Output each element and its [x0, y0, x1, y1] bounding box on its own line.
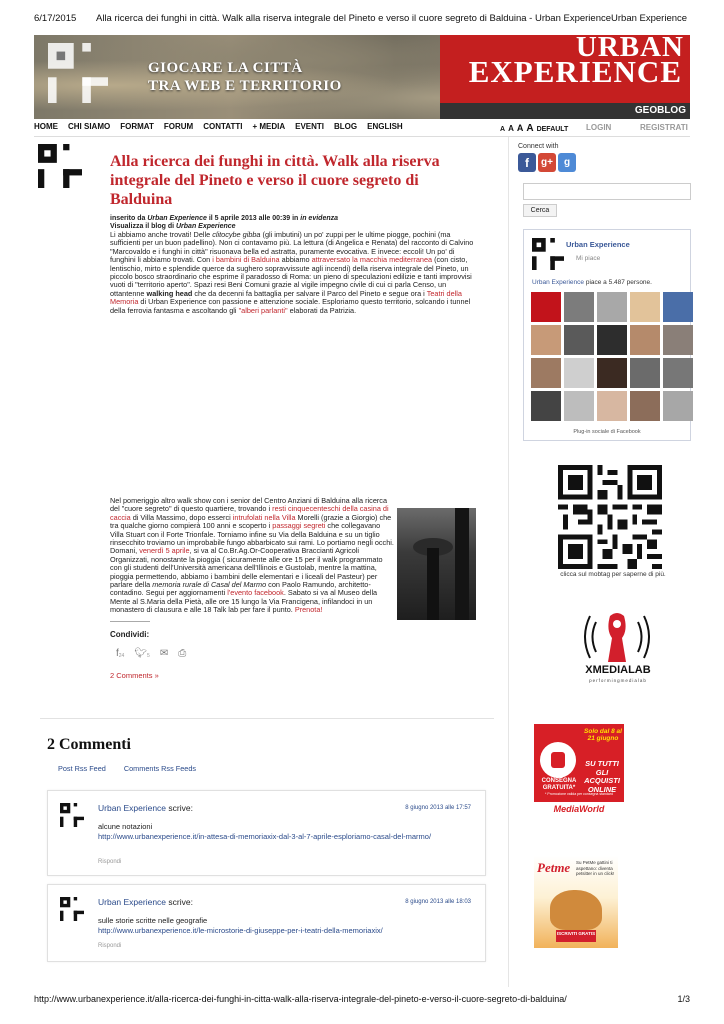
text: Li abbiamo anche trovati! Delle [110, 230, 213, 239]
share-icons [116, 648, 186, 659]
google-connect-icon[interactable]: g [558, 153, 576, 172]
link-venerdi[interactable]: venerdì 5 aprile [139, 546, 190, 556]
text: che collegavano Villa Stuart con il Forte Trionfale. Torniamo infine su Via della Balduina e su un tiglio rinsecchito troviamo un improbabile fungo abbarbicato sui rami. Lo portiamo negli occhi. [110, 521, 394, 548]
commenter-avatar-icon [60, 803, 84, 827]
nav-divider [34, 136, 690, 137]
post-blog-link [110, 223, 490, 230]
meta-date: il 5 aprile 2013 alle 00:39 in [206, 215, 301, 222]
connect-icons [518, 153, 576, 172]
mediaworld-logo: MediaWorld [534, 802, 624, 816]
sidebar-divider [508, 137, 509, 987]
register-link[interactable]: REGISTRATI [640, 123, 688, 132]
fan-avatar[interactable] [531, 292, 561, 322]
post-photo-mushroom [397, 508, 476, 620]
text: che da decenni fa battaglia per salvare il Parco del Pineto e segue ora i [192, 288, 427, 298]
text: Nel pomeriggio altro walk show con i senior del Centro Anziani di Balduina alla ricerca del "cuore segreto" di questo quartiere, trovando i [110, 496, 388, 514]
login-link[interactable]: LOGIN [586, 123, 612, 132]
meta-prefix: inserito da [110, 215, 148, 222]
facebook-share-count: 24 [118, 653, 125, 659]
fan-avatar[interactable] [564, 358, 594, 388]
comment-date[interactable]: 8 giugno 2013 alle 18:03 [405, 899, 471, 905]
facebook-like-box [523, 229, 691, 441]
nav-item-eventi[interactable]: EVENTI [295, 122, 325, 131]
fan-avatar[interactable] [531, 325, 561, 355]
search-button[interactable]: Cerca [523, 204, 557, 217]
font-size-medium[interactable]: A [508, 124, 514, 133]
comment-says: scrive: [166, 897, 193, 907]
fan-avatar[interactable] [597, 391, 627, 421]
link-bambini-balduina[interactable]: i bambini di Balduina [212, 255, 280, 265]
fan-avatar[interactable] [597, 325, 627, 355]
nav-item-contatti[interactable]: CONTATTI [203, 122, 243, 131]
fan-avatar[interactable] [630, 325, 660, 355]
urban-experience-logo-icon [48, 43, 108, 103]
facebook-page-logo-icon[interactable] [532, 238, 564, 270]
comment-body: alcune notazioni [98, 822, 153, 831]
post-meta [110, 215, 490, 222]
comment-date[interactable]: 8 giugno 2013 alle 17:57 [405, 805, 471, 811]
comment-author-name[interactable]: Urban Experience [98, 897, 167, 907]
comment-url-link[interactable]: http://www.urbanexperience.it/in-attesa-di-memoriaxix-dal-3-al-7-aprile-esploriamo-casal-del-marmo/ [98, 832, 432, 841]
text-italic: clitocybe gibba [212, 230, 261, 239]
nav-item-media[interactable]: + MEDIA [252, 122, 286, 131]
text: . Sabato si va al Museo della Mente al S.Maria della Pietà, alle ore 15 lungo la Via Francigena, infilandoci in un monastero di clausura e alle 18 Talk lab per fare il punto. [110, 588, 378, 615]
fan-avatar[interactable] [663, 325, 693, 355]
print-page-number: 1/3 [677, 994, 690, 1004]
photo-mushroom-stem [427, 548, 439, 620]
font-size-default[interactable]: DEFAULT [536, 126, 569, 133]
xmedialab-subtitle: performingmedialab [589, 678, 647, 683]
text: elaborati da Patrizia. [287, 305, 357, 315]
comment-item [47, 884, 486, 962]
banner-slogan [148, 59, 342, 95]
twitter-share-count: 5 [147, 653, 150, 659]
petme-cta-button[interactable]: ISCRIVITI GRATIS [556, 930, 596, 942]
text: di Villa Massimo, dopo esserci [130, 512, 233, 522]
fan-avatar[interactable] [564, 325, 594, 355]
likers-page-name[interactable]: Urban Experience [532, 279, 585, 286]
feed-links [58, 764, 196, 773]
ad-disclaimer: * Promozione valida per consegna standard [545, 792, 613, 796]
fan-avatar[interactable] [531, 358, 561, 388]
ad-dates: Solo dal 8 al 21 giugno [584, 728, 622, 742]
share-label: Condividi: [110, 630, 150, 639]
mediaworld-ad[interactable] [534, 724, 624, 816]
search-input[interactable] [523, 183, 691, 200]
comment-item [47, 790, 486, 876]
facebook-fan-avatars [531, 292, 693, 421]
fan-avatar[interactable] [630, 391, 660, 421]
nav-item-chi-siamo[interactable]: CHI SIAMO [68, 122, 111, 131]
meta2-author[interactable]: Urban Experience [176, 223, 236, 230]
comment-author [98, 897, 193, 907]
post-body-paragraph-1 [110, 231, 478, 315]
email-share-icon[interactable]: ✉ [159, 648, 169, 659]
fan-avatar[interactable] [564, 391, 594, 421]
fan-avatar[interactable] [630, 358, 660, 388]
share-divider [110, 621, 150, 622]
connect-with-label: Connect with [518, 143, 559, 150]
fan-avatar[interactable] [663, 391, 693, 421]
text-bold: walking head [146, 288, 193, 298]
text: con Paolo Ramundo, architetto-contadino. Segui per aggiornamenti [110, 580, 371, 598]
delivery-box-icon [540, 742, 576, 778]
comment-text [98, 822, 468, 842]
facebook-likers-text [532, 279, 692, 286]
petme-copy: Su PetMe gattini ti aspettano: diventa petsitter in un click! [576, 860, 615, 876]
facebook-share-icon[interactable]: f24 [116, 648, 125, 659]
google-plus-connect-icon[interactable]: g+ [538, 153, 556, 172]
text: , si va al Co.Br.Ag.Or-Cooperativa Braccianti Agricoli Organizzati, nonostante la pioggia ( sicuramente alle ore 15 per il walk programmato con gli studenti dell'Università americana dell'Illinois e Gustolab, mentre la mattina, pioggia permettendo, abbiamo i bambini delle elementari e i liceali del Pasteur) per parlare della [110, 546, 383, 590]
text: (gli imbutini) un po' zuppi per le ultime piogge, pochini (ma sufficienti per un buon padellino). Non ci contavamo più. La lettura (di Angelica e Renata) del racconto di Calvino "Marcovaldo e i funghi in città" risuonava bella ed astratta, puramente evocativa. E invece: eccoli! Un po' di funghini li abbiamo trovati. Con [110, 230, 474, 265]
link-passaggi-segreti[interactable]: passaggi segreti [272, 521, 326, 531]
print-date: 6/17/2015 [34, 13, 77, 24]
fan-avatar[interactable] [663, 292, 693, 322]
nav-item-blog[interactable]: BLOG [334, 122, 358, 131]
commenter-avatar-icon [60, 897, 84, 921]
mobtag-qr-code-icon[interactable] [558, 465, 662, 569]
petme-logo: Petme [537, 860, 571, 875]
reply-link[interactable]: Rispondi [98, 943, 122, 949]
twitter-share-icon[interactable]: 🐦︎5 [134, 648, 150, 659]
likers-count: piace a 5.487 persone. [584, 279, 652, 286]
dog-icon [550, 890, 602, 930]
print-page-title: Alla ricerca dei funghi in città. Walk alla riserva integrale del Pineto e verso il cuore segreto di Balduina - Urban ExperienceUrban Experience [96, 13, 688, 24]
link-casina-caccia[interactable]: resti cinquecenteschi della casina di caccia [110, 504, 389, 522]
site-banner[interactable] [34, 35, 690, 119]
fan-avatar[interactable] [630, 292, 660, 322]
post-rss-feed-link[interactable]: Post Rss Feed [58, 764, 106, 773]
geoblog-label[interactable]: GEOBLOG [440, 103, 690, 119]
qr-caption: clicca sul mobtag per saperne di più. [560, 571, 666, 578]
post-author-logo-icon [38, 144, 82, 188]
nav-item-home[interactable]: HOME [34, 122, 58, 131]
slogan-line-1: GIOCARE LA CITTÀ [148, 60, 303, 76]
link-macchia-mediterranea[interactable]: attraversato la macchia mediterranea [311, 255, 433, 265]
comments-heading: 2 Commenti [47, 736, 131, 753]
post-divider [40, 718, 494, 719]
fan-avatar[interactable] [597, 292, 627, 322]
nav-item-format[interactable]: FORMAT [120, 122, 154, 131]
main-nav [34, 122, 690, 136]
text: Morelli (grazie a Giorgio) che tra qualche giorno compierà 100 anni e scoperto i [110, 512, 392, 531]
comment-url-link[interactable]: http://www.urbanexperience.it/le-microstorie-di-giuseppe-per-i-teatri-della-memoriaxix/ [98, 926, 383, 935]
text-italic: memoria rurale di Casal del Marmo [152, 580, 267, 590]
comments-rss-feed-link[interactable]: Comments Rss Feeds [123, 764, 197, 773]
text: (con cisto, lentischio, mirto e splendide querce da sughero sopravvissute agli incendi) della riserva integrale del Pineto, un piccolo bosco straordinario che esprime il paradosso di Roma: un pieno di speculazioni edilizie e tanti improvvisi vuoti di "territorio aperto". Spazi resi Beni Comuni grazie al vigile impegno civile di cui ci parla Censo, un ottantenne [110, 255, 472, 298]
ad-headline: SU TUTTI GLI ACQUISTI ONLINE [584, 759, 620, 794]
ad-free-delivery: CONSEGNA GRATUITA* [541, 778, 577, 791]
font-size-large[interactable]: A [516, 123, 524, 133]
post-body-paragraph-2 [110, 497, 395, 615]
nav-menu [34, 122, 403, 131]
fan-avatar[interactable] [663, 358, 693, 388]
meta-author[interactable]: Urban Experience [147, 215, 207, 222]
xmedialab-banner[interactable] [572, 610, 662, 692]
nav-item-english[interactable]: ENGLISH [367, 122, 403, 131]
link-prenota[interactable]: Prenota! [294, 605, 323, 615]
print-share-icon[interactable]: ⎙ [178, 648, 187, 659]
comment-text [98, 916, 468, 936]
print-url: http://www.urbanexperience.it/alla-ricerca-dei-funghi-in-citta-walk-alla-riserva-integrale-del-pineto-e-verso-il-cuore-segreto-di-balduina/ [34, 994, 567, 1004]
font-size-xlarge[interactable]: A [526, 123, 534, 134]
facebook-connect-icon[interactable]: f [518, 153, 536, 172]
meta-category[interactable]: in evidenza [300, 215, 338, 222]
nav-item-forum[interactable]: FORUM [163, 122, 194, 131]
font-size-controls [500, 123, 568, 134]
xmedialab-figure-icon [572, 610, 662, 664]
meta2-prefix: Visualizza il blog di [110, 223, 176, 230]
link-intrufolati-villa[interactable]: intrufolati nella Villa [232, 512, 296, 522]
comment-says: scrive: [166, 803, 193, 813]
reply-link[interactable]: Rispondi [98, 859, 122, 865]
slogan-line-2: TRA WEB E TERRITORIO [148, 78, 342, 94]
facebook-page-name[interactable]: Urban Experience [566, 240, 630, 249]
link-evento-facebook[interactable]: l'evento facebook [227, 588, 284, 598]
text: abbiamo [279, 255, 312, 265]
text: Domani, [110, 546, 140, 556]
font-size-small[interactable]: A [500, 126, 506, 133]
comment-author-name[interactable]: Urban Experience [98, 803, 167, 813]
comment-body: sulle storie scritte nelle geografie [98, 916, 208, 925]
comments-count-link[interactable]: 2 Comments » [110, 671, 159, 680]
brand-experience: EXPERIENCE [468, 54, 682, 89]
brand-urban: URBAN [575, 35, 684, 63]
fan-avatar[interactable] [564, 292, 594, 322]
petme-ad[interactable] [534, 856, 618, 948]
link-alberi-parlanti[interactable]: "alberi parlanti" [238, 305, 288, 315]
fan-avatar[interactable] [531, 391, 561, 421]
link-teatri-memoria[interactable]: Teatri della Memoria [110, 288, 462, 307]
text: di Urban Experience con passione e attenzione sociale. Esploriamo questo territorio, solcando i tunnel della ferrovia fantasma e ascoltando gli [110, 297, 471, 315]
comment-author [98, 803, 193, 813]
facebook-like-button[interactable]: Mi piace [576, 255, 601, 262]
xmedialab-name: XMEDIALAB [585, 664, 651, 676]
photo-tree [455, 508, 469, 620]
post-title[interactable]: Alla ricerca dei funghi in città. Walk alla riserva integrale del Pineto e verso il cuore segreto di Balduina [110, 153, 440, 208]
facebook-plugin-label: Plug-in sociale di Facebook [573, 429, 641, 435]
fan-avatar[interactable] [597, 358, 627, 388]
